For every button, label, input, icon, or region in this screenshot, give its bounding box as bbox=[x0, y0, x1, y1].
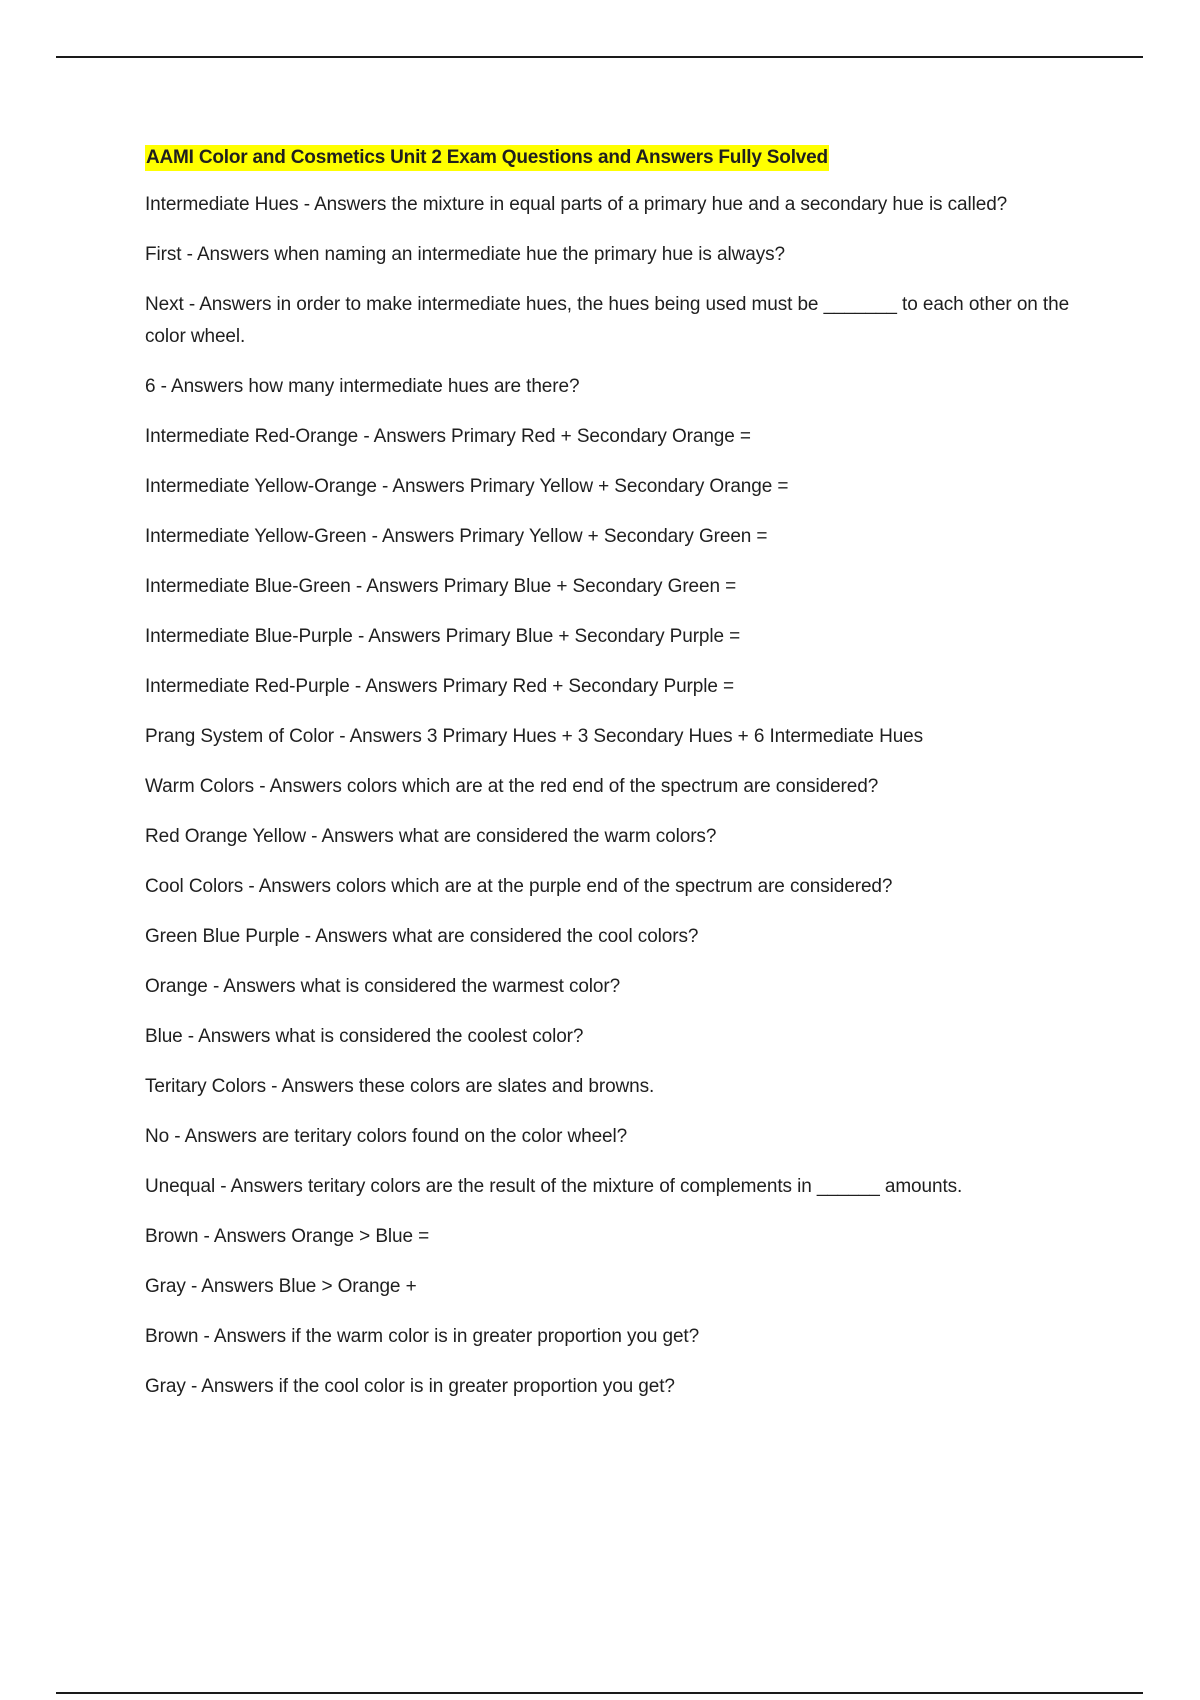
qa-item: Intermediate Blue-Purple - Answers Primary Blue + Secondary Purple = bbox=[145, 626, 741, 647]
qa-item: 6 - Answers how many intermediate hues are there? bbox=[145, 376, 580, 397]
header-rule bbox=[56, 56, 1143, 58]
qa-item: Prang System of Color - Answers 3 Primary Hues + 3 Secondary Hues + 6 Intermediate Hues bbox=[145, 726, 924, 747]
qa-item: Warm Colors - Answers colors which are at the red end of the spectrum are considered? bbox=[145, 776, 879, 797]
qa-item: Brown - Answers if the warm color is in greater proportion you get? bbox=[145, 1326, 700, 1347]
qa-item: Intermediate Blue-Green - Answers Primary Blue + Secondary Green = bbox=[145, 576, 737, 597]
document-body bbox=[145, 145, 1095, 1421]
qa-item: Intermediate Hues - Answers the mixture in equal parts of a primary hue and a secondary hue is called? bbox=[145, 194, 1008, 215]
qa-item: Next - Answers in order to make intermediate hues, the hues being used must be _______ to each other on the color wheel. bbox=[145, 294, 1070, 347]
qa-item: Gray - Answers if the cool color is in greater proportion you get? bbox=[145, 1376, 675, 1397]
qa-item: Blue - Answers what is considered the coolest color? bbox=[145, 1026, 584, 1047]
qa-item: Orange - Answers what is considered the warmest color? bbox=[145, 976, 621, 997]
qa-item: Unequal - Answers teritary colors are the result of the mixture of complements in ______ amounts. bbox=[145, 1176, 963, 1197]
qa-item: Intermediate Yellow-Green - Answers Primary Yellow + Secondary Green = bbox=[145, 526, 768, 547]
qa-item: Teritary Colors - Answers these colors are slates and browns. bbox=[145, 1076, 655, 1097]
qa-item: Green Blue Purple - Answers what are considered the cool colors? bbox=[145, 926, 699, 947]
qa-item: Brown - Answers Orange > Blue = bbox=[145, 1226, 430, 1247]
qa-item: Cool Colors - Answers colors which are at the purple end of the spectrum are considered? bbox=[145, 876, 893, 897]
qa-item: Intermediate Red-Orange - Answers Primary Red + Secondary Orange = bbox=[145, 426, 751, 447]
qa-item: Intermediate Red-Purple - Answers Primary Red + Secondary Purple = bbox=[145, 676, 735, 697]
document-title: AAMI Color and Cosmetics Unit 2 Exam Questions and Answers Fully Solved bbox=[145, 145, 829, 171]
qa-item: Intermediate Yellow-Orange - Answers Primary Yellow + Secondary Orange = bbox=[145, 476, 789, 497]
qa-item: Gray - Answers Blue > Orange + bbox=[145, 1276, 417, 1297]
qa-item: No - Answers are teritary colors found on the color wheel? bbox=[145, 1126, 628, 1147]
qa-item: Red Orange Yellow - Answers what are considered the warm colors? bbox=[145, 826, 717, 847]
footer-rule bbox=[56, 1692, 1143, 1694]
title-block bbox=[145, 145, 1095, 189]
qa-item: First - Answers when naming an intermediate hue the primary hue is always? bbox=[145, 244, 785, 265]
